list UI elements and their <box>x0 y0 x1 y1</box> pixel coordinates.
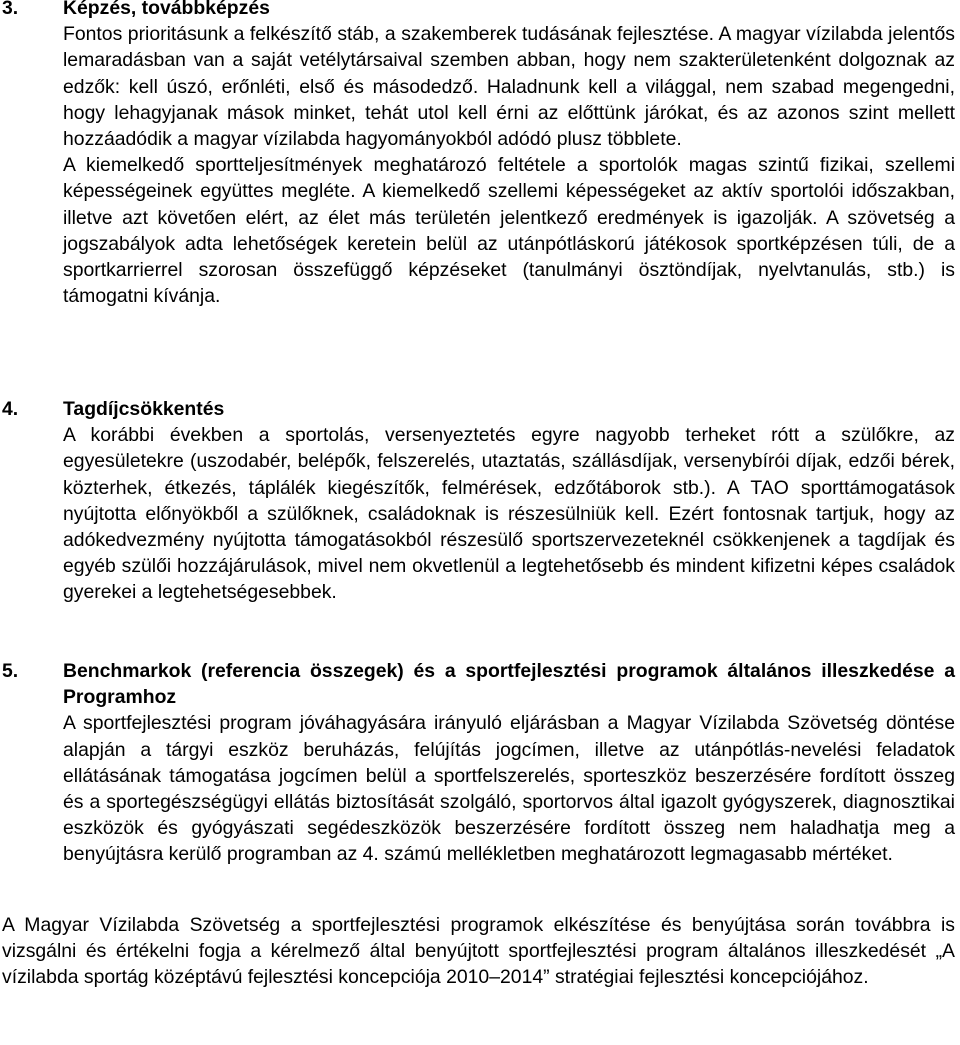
section-4 <box>0 396 960 606</box>
paragraph: Fontos prioritásunk a felkészítő stáb, a szakemberek tudásának fejlesztése. A magyar vízilabda jelentős lemaradásban van a saját vetélytársaival szemben abban, hogy nem szakterületenként dolgoznak az edzők: kell úszó, erőnléti, első és másodedző. Haladnunk kell a világgal, nem szabad megengedni, hogy lehagyjanak mások minket, tehát utol kell érni az előttünk járókat, és az azonos szint mellett hozzáadódik a magyar vízilabda hagyományokból adódó plusz többlete. <box>63 23 955 151</box>
paragraph: A sportfejlesztési program jóváhagyására irányuló eljárásban a Magyar Vízilabda Szövetség döntése alapján a tárgyi eszköz beruházás, felújítás jogcímen, illetve az utánpótlás-nevelési feladatok ellátásának támogatása jogcímen belül a sportfelszerelés, sporteszköz beszerzésére fordított összeg és a sportegészségügyi ellátás biztosítását szolgáló, sportorvos által igazolt gyógyszerek, diagnosztikai eszközök és gyógyászati segédeszközök beszerzésére fordított összeg nem haladhatja meg a benyújtásra kerülő programban az 4. számú mellékletben meghatározott legmagasabb mértéket. <box>63 712 955 866</box>
section-3 <box>0 0 960 309</box>
section-number: 5. <box>2 660 19 682</box>
closing-paragraph: A Magyar Vízilabda Szövetség a sportfejlesztési programok elkészítése és benyújtása során továbbra is vizsgálni és értékelni fogja a kérelmező által benyújtott sportfejlesztési program általános illeszkedését „A vízilabda sportág középtávú fejlesztési koncepciója 2010–2014” stratégiai fejlesztési koncepciójához. <box>2 914 955 989</box>
section-5 <box>0 658 960 868</box>
section-title: Tagdíjcsökkentés <box>63 398 225 420</box>
paragraph: A korábbi években a sportolás, versenyeztetés egyre nagyobb terheket rótt a szülőkre, az egyesületekre (uszodabér, belépők, felszerelés, utaztatás, szállásdíjak, versenybírói díjak, edzői bérek, közterhek, étkezés, táplálék kiegészítők, felmérések, edzőtáborok stb.). A TAO sporttámogatások nyújtotta előnyökből a szülőknek, családoknak is részesülniük kell. Ezért fontosnak tartjuk, hogy az adókedvezmény nyújtotta támogatásokból részesülő sportszervezeteknél csökkenjenek a tagdíjak és egyéb szülői hozzájárulások, mivel nem okvetlenül a legtehetősebb és mindent kifizetni képes családok gyerekei a legtehetségesebbek. <box>63 424 955 604</box>
section-body <box>63 422 955 605</box>
section-number: 3. <box>2 0 19 19</box>
section-body <box>63 710 955 867</box>
section-body <box>63 21 955 309</box>
section-number: 4. <box>2 398 19 420</box>
section-title: Képzés, továbbképzés <box>63 0 270 19</box>
paragraph: A kiemelkedő sportteljesítmények meghatározó feltétele a sportolók magas szintű fizikai, szellemi képességeinek együttes megléte. A kiemelkedő szellemi képességeket az aktív sportolói időszakban, illetve azt követően elért, az élet más területén jelentkező eredmények is igazolják. A szövetség a jogszabályok adta lehetőségek keretein belül az utánpótláskorú játékosok sportképzésen túli, de a sportkarrierrel szorosan összefüggő képzéseket (tanulmányi ösztöndíjak, nyelvtanulás, stb.) is támogatni kívánja. <box>63 154 955 308</box>
section-title: Benchmarkok (referencia összegek) és a sportfejlesztési programok általános illeszkedése a Programhoz <box>63 660 955 709</box>
